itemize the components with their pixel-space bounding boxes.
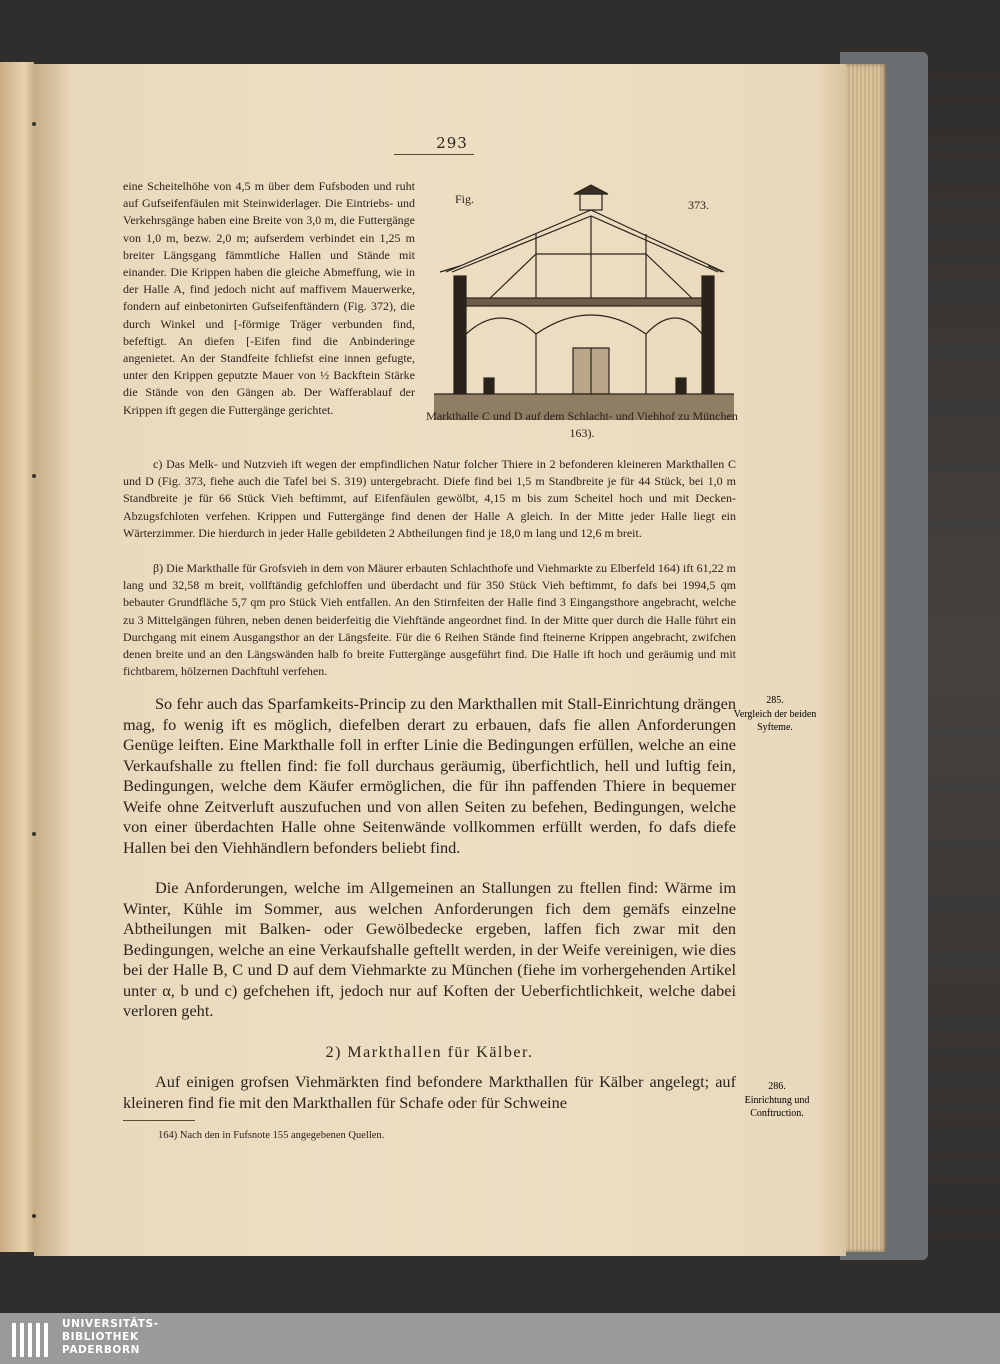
logo-line: BIBLIOTHEK xyxy=(62,1331,139,1343)
main-paragraph-2: Die Anforderungen, welche im Allgemeinen an Stallungen zu ftellen find: Wärme im Winter, Kühle im Sommer, aus welchen Anforderungen fich dem gemäfs einzelne Abtheilungen mit Balken- oder Gewölbedecke ergeben, laffen fich zwar mit den Bedingungen, welche an eine Verkaufshalle geftellt werden, in der Weife vereinigen, wie dies bei der Halle B, C und D auf dem Viehmarkte zu München (fiehe im vorhergehenden Artikel unter α, b und c) gefchehen ift, jedoch nur auf Koften der Ueberfichtlichkeit, welche dabei verloren geht. xyxy=(123,878,736,1020)
margin-note-285 xyxy=(730,694,820,735)
page-number: 293 xyxy=(436,134,468,152)
page-mark xyxy=(32,832,36,836)
page-number-rule xyxy=(394,154,474,155)
figure-label-number: 373. xyxy=(688,198,709,212)
footnote-rule xyxy=(123,1120,195,1121)
main-paragraph-3: Auf einigen grofsen Viehmärkten find befondere Markthallen für Kälber angelegt; auf kleineren find fie mit den Markthallen für Schafe oder für Schweine xyxy=(123,1072,736,1112)
library-logo-text xyxy=(62,1318,159,1357)
market-hall-section-figure xyxy=(426,184,738,424)
library-logo-icon xyxy=(10,1319,54,1359)
page-mark xyxy=(32,122,36,126)
left-column-text: eine Scheitelhöhe von 4,5 m über dem Fufsboden und ruht auf Gufseifenfäulen mit Steinwiderlager. Die Eintriebs- und Verkehrsgänge haben eine Breite von 3,0 m, die Futtergänge von 1,0 m, bezw. 2,0 m; aufserdem verbindet ein 1,25 m breiter Längsgang fämmtliche Hallen und Stände mit einander. Die Krippen haben die gleiche Abmeffung, wie in der Halle A, find jedoch nicht auf maffivem Mauerwerke, fondern auf einbetonirten Gufseifenftändern (Fig. 372), die durch Winkel und [-förmige Träger verbunden find, befeftigt. An diefen [-Eifen find die Anbinderinge angenietet. An der Standfeite fchliefst eine innen gefugte, unter den Krippen geputzte Mauer von ½ Backftein Stärke die Stände von den Gängen ab. Der Wafferablauf der Krippen ift gegen die Futtergänge gerichtet. xyxy=(123,179,415,417)
margin-note-text: Vergleich der beiden Syfteme. xyxy=(733,708,817,733)
logo-line: UNIVERSITÄTS- xyxy=(62,1318,159,1330)
page-mark xyxy=(32,1214,36,1218)
margin-note-286 xyxy=(732,1080,822,1121)
section-heading: 2) Markthallen für Kälber. xyxy=(325,1044,534,1061)
figure-label-word: Fig. xyxy=(455,192,475,206)
main-paragraph-1: So fehr auch das Sparfamkeits-Princip zu den Markthallen mit Stall-Einrichtung drängen mag, fo wenig ift es möglich, diefelben derart zu erbauen, dafs fie allen Anforderungen Genüge leiften. Eine Markthalle foll in erfter Linie die Bedingungen erfüllen, welche an eine Verkaufshalle zu ftellen find: fie foll durchaus geräumig, überfichtlich, hell und luftig fein, Bedingungen, welche dem Käufer ermöglichen, die für ihn paffenden Thiere in bequemer Weife ohne Zeitverluft auszufuchen und von allen Seiten zu befehen, Bedingungen, welche von einer überdachten Halle ohne Seitenwände vollkommen erfüllt werden, fo dafs diefe Hallen bei den Viehhändlern befonders beliebt find. xyxy=(123,694,736,857)
footnote: 164) Nach den in Fufsnote 155 angegebenen Quellen. xyxy=(158,1130,385,1141)
margin-note-number: 286. xyxy=(768,1081,786,1092)
library-footer-bar xyxy=(0,1313,1000,1364)
book-page xyxy=(34,64,846,1256)
figure-caption: Markthalle C und D auf dem Schlacht- und Viehhof zu München 163). xyxy=(426,409,738,440)
paragraph-c: c) Das Melk- und Nutzvieh ift wegen der empfindlichen Natur folcher Thiere in 2 befonderen kleineren Markthallen C und D (Fig. 373, fiehe auch die Tafel bei S. 319) untergebracht. Diefe find bei 1,5 m Standbreite je für 44 Stück, bei 1,0 m Standbreite je für 66 Stück Vieh beftimmt, auf Eifenfäulen gewölbt, 4,15 m bis zum Scheitel hoch und mit Decken-Abzugsfchloten verfehen. Krippen und Futtergänge find denen der Halle A gleich. In der Mitte jeder Halle liegt ein Wärterzimmer. Die hierdurch in jeder Halle gebildeten 2 Abtheilungen find je 18,0 m lang und 12,6 m breit. xyxy=(123,457,736,540)
paragraph-beta: β) Die Markthalle für Grofsvieh in dem von Mäurer erbauten Schlachthofe und Viehmarkte zu Elberfeld 164) ift 61,22 m lang und 32,58 m breit, vollftändig gefchloffen und überdacht und für 350 Stück Vieh beftimmt, fo dafs bei 1994,5 qm bebauter Grundfläche 5,7 qm pro Stück Vieh entfallen. An den Stirnfeiten der Halle find 3 Eingangsthore angebracht, welche zu 3 Mittelgängen führen, neben denen beiderfeitig die Viehftände angeordnet find. In der Mitte quer durch die Halle führt ein Durchgang mit einem Ausgangsthor an der Längsfeite. Für die 6 Reihen Stände find fteinerne Krippen angebracht, zwifchen denen breite und an den Längswänden halb fo breite Futtergänge ausgeführt find. Die Halle ift hoch und geräumig und mit fichtbarem, hölzernen Dachftuhl verfehen. xyxy=(123,561,736,679)
page-block-edges xyxy=(846,64,886,1252)
page-mark xyxy=(32,474,36,478)
left-page-edge xyxy=(0,62,34,1252)
margin-note-text: Einrichtung und Conftruction. xyxy=(744,1094,810,1119)
logo-line: PADERBORN xyxy=(62,1344,141,1356)
margin-note-number: 285. xyxy=(766,695,784,706)
